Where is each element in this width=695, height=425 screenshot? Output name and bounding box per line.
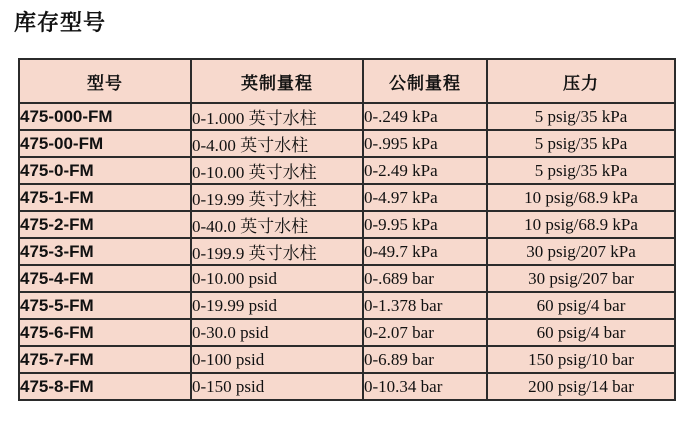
cell-pressure: 30 psig/207 bar bbox=[487, 265, 675, 292]
cell-pressure: 5 psig/35 kPa bbox=[487, 130, 675, 157]
cell-model: 475-000-FM bbox=[19, 103, 191, 130]
cell-pressure: 200 psig/14 bar bbox=[487, 373, 675, 400]
cell-metric-range: 0-.995 kPa bbox=[363, 130, 487, 157]
table-row bbox=[19, 265, 675, 292]
stock-models-table-wrapper bbox=[18, 58, 674, 401]
table-header bbox=[19, 59, 675, 103]
table-header-row bbox=[19, 59, 675, 103]
table-row bbox=[19, 103, 675, 130]
table-row bbox=[19, 184, 675, 211]
table-row bbox=[19, 373, 675, 400]
cell-pressure: 10 psig/68.9 kPa bbox=[487, 184, 675, 211]
cell-metric-range: 0-6.89 bar bbox=[363, 346, 487, 373]
cell-model: 475-8-FM bbox=[19, 373, 191, 400]
cell-pressure: 60 psig/4 bar bbox=[487, 292, 675, 319]
cell-imperial-range: 0-19.99 英寸水柱 bbox=[191, 184, 363, 211]
table-row bbox=[19, 319, 675, 346]
cell-pressure: 10 psig/68.9 kPa bbox=[487, 211, 675, 238]
cell-imperial-range: 0-1.000 英寸水柱 bbox=[191, 103, 363, 130]
table-row bbox=[19, 346, 675, 373]
cell-pressure: 5 psig/35 kPa bbox=[487, 157, 675, 184]
cell-model: 475-00-FM bbox=[19, 130, 191, 157]
cell-imperial-range: 0-10.00 psid bbox=[191, 265, 363, 292]
table-row bbox=[19, 238, 675, 265]
cell-metric-range: 0-49.7 kPa bbox=[363, 238, 487, 265]
cell-metric-range: 0-.249 kPa bbox=[363, 103, 487, 130]
column-header-pressure: 压力 bbox=[487, 59, 675, 103]
cell-model: 475-5-FM bbox=[19, 292, 191, 319]
cell-imperial-range: 0-4.00 英寸水柱 bbox=[191, 130, 363, 157]
cell-imperial-range: 0-40.0 英寸水柱 bbox=[191, 211, 363, 238]
cell-model: 475-6-FM bbox=[19, 319, 191, 346]
cell-model: 475-2-FM bbox=[19, 211, 191, 238]
table-row bbox=[19, 211, 675, 238]
cell-imperial-range: 0-19.99 psid bbox=[191, 292, 363, 319]
cell-metric-range: 0-2.07 bar bbox=[363, 319, 487, 346]
cell-model: 475-0-FM bbox=[19, 157, 191, 184]
cell-metric-range: 0-1.378 bar bbox=[363, 292, 487, 319]
cell-pressure: 60 psig/4 bar bbox=[487, 319, 675, 346]
cell-imperial-range: 0-199.9 英寸水柱 bbox=[191, 238, 363, 265]
table-row bbox=[19, 157, 675, 184]
cell-imperial-range: 0-100 psid bbox=[191, 346, 363, 373]
cell-metric-range: 0-4.97 kPa bbox=[363, 184, 487, 211]
cell-metric-range: 0-2.49 kPa bbox=[363, 157, 487, 184]
table-body bbox=[19, 103, 675, 400]
column-header-imperial-range: 英制量程 bbox=[191, 59, 363, 103]
cell-metric-range: 0-10.34 bar bbox=[363, 373, 487, 400]
cell-model: 475-3-FM bbox=[19, 238, 191, 265]
cell-metric-range: 0-9.95 kPa bbox=[363, 211, 487, 238]
cell-imperial-range: 0-150 psid bbox=[191, 373, 363, 400]
cell-metric-range: 0-.689 bar bbox=[363, 265, 487, 292]
cell-model: 475-4-FM bbox=[19, 265, 191, 292]
page-title: 库存型号 bbox=[14, 10, 107, 35]
cell-model: 475-1-FM bbox=[19, 184, 191, 211]
column-header-model: 型号 bbox=[19, 59, 191, 103]
cell-imperial-range: 0-30.0 psid bbox=[191, 319, 363, 346]
column-header-metric-range: 公制量程 bbox=[363, 59, 487, 103]
cell-pressure: 5 psig/35 kPa bbox=[487, 103, 675, 130]
table-row bbox=[19, 130, 675, 157]
cell-model: 475-7-FM bbox=[19, 346, 191, 373]
cell-pressure: 150 psig/10 bar bbox=[487, 346, 675, 373]
cell-pressure: 30 psig/207 kPa bbox=[487, 238, 675, 265]
cell-imperial-range: 0-10.00 英寸水柱 bbox=[191, 157, 363, 184]
table-row bbox=[19, 292, 675, 319]
stock-models-table bbox=[18, 58, 676, 401]
